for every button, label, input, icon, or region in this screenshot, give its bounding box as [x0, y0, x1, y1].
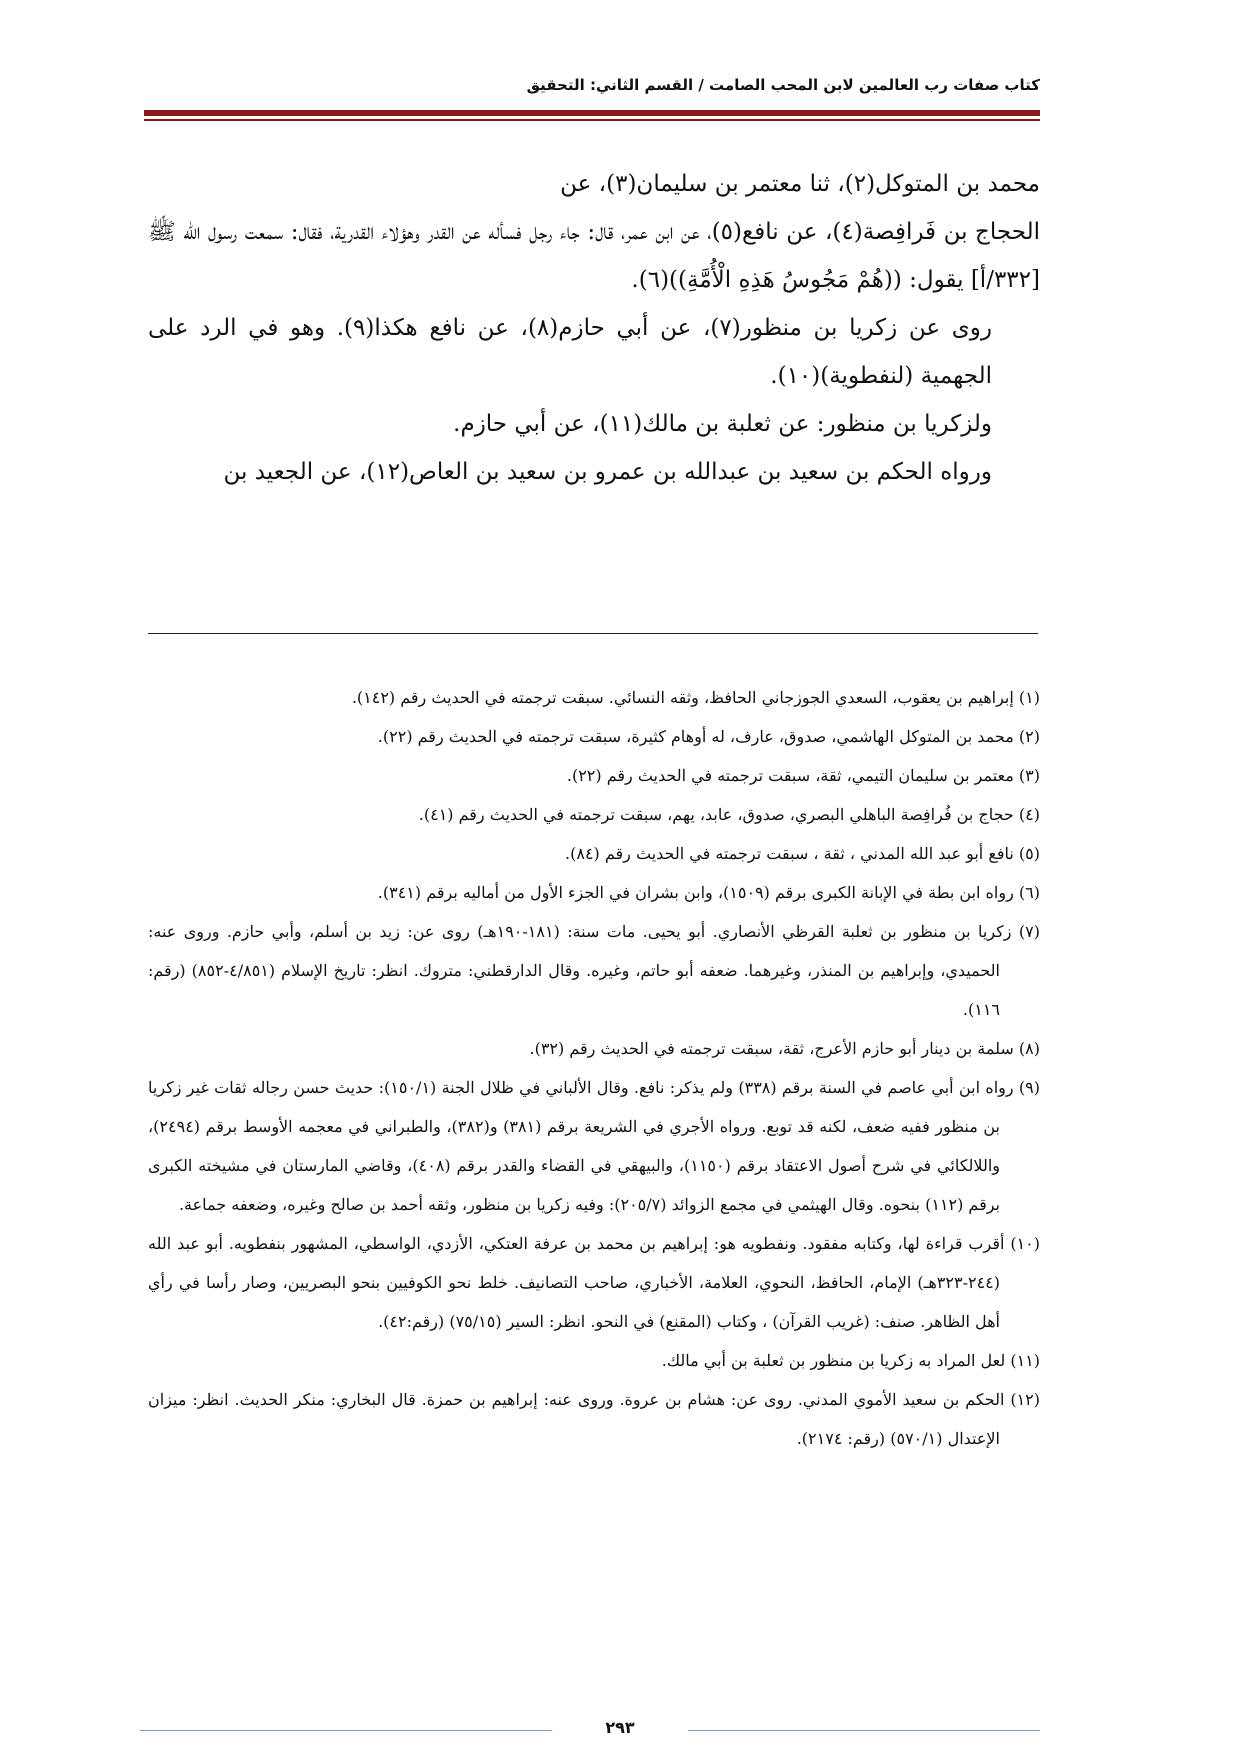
footnote: (١١) لعل المراد به زكريا بن منظور بن ثعلبة بن أبي مالك. [661, 1351, 1040, 1370]
body-line: محمد بن المتوكل(٢)، ثنا معتمر بن سليمان(٣)، عن [560, 171, 1040, 197]
footnote-separator [148, 633, 1038, 634]
footnote: (٧) زكريا بن منظور بن ثعلبة القرظي الأنصاري. أبو يحيى. مات سنة: (١٨١-١٩٠هـ) روى عن: زيد بن أسلم، وأبي حازم. وروى عنه: الحميدي، وإبراهيم بن المنذر، وغيرهما. ضعفه أبو حاتم، وغيره. وقال الدارقطني: متروك. انظر: تاريخ الإسلام (٤/٨٥١-٨٥٢) (رقم: ١١٦). [148, 922, 1040, 1019]
page-number: ٢٩٣ [605, 1718, 635, 1737]
footnotes [148, 678, 1040, 1458]
footnote: (٩) رواه ابن أبي عاصم في السنة برقم (٣٣٨) ولم يذكر: نافع. وقال الألباني في ظلال الجنة (١٥٠/١): حديث حسن رجاله ثقات غير زكريا بن منظور ففيه ضعف، لكنه قد توبع. ورواه الأجري في الشريعة برقم (٣٨١) و(٣٨٢)، والطبراني في معجمه الأوسط برقم (٢٤٩٤)، واللالكائي في شرح أصول الاعتقاد برقم (١١٥٠)، والبيهقي في القضاء والقدر برقم (٤٠٨)، وقاضي المارستان في مشيخته الكبرى برقم (١١٢) بنحوه. وقال الهيثمي في مجمع الزوائد (٢٠٥/٧): وفيه زكريا بن منظور، وثقه أحمد بن صالح وغيره، وضعفه جماعة. [148, 1078, 1041, 1214]
footnote: (٥) نافع أبو عبد الله المدني ، ثقة ، سبقت ترجمته في الحديث رقم (٨٤). [565, 844, 1040, 863]
main-text [148, 160, 1040, 496]
footnote: (٤) حجاج بن فُرافِصة الباهلي البصري، صدوق، عابد، يهم، سبقت ترجمته في الحديث رقم (٤١). [418, 805, 1040, 824]
body-line: روى عن زكريا بن منظور(٧)، عن أبي حازم(٨)، عن نافع هكذا(٩). وهو في الرد على الجهمية (لنفطوية)(١٠). [148, 315, 992, 389]
header-rule-thin [144, 119, 1040, 121]
footnote: (٨) سلمة بن دينار أبو حازم الأعرج، ثقة، سبقت ترجمته في الحديث رقم (٣٢). [529, 1039, 1040, 1058]
footnote: (٣) معتمر بن سليمان التيمي، ثقة، سبقت ترجمته في الحديث رقم (٢٢). [566, 766, 1040, 785]
footnote: (٢) محمد بن المتوكل الهاشمي، صدوق، عارف، له أوهام كثيرة، سبقت ترجمته في الحديث رقم (٢٢). [377, 727, 1040, 746]
running-header: كتاب صفات رب العالمين لابن المحب الصامت / القسم الثاني: التحقيق [526, 76, 1040, 94]
header-rule-thick [144, 110, 1040, 116]
body-line: ولزكريا بن منظور: عن ثعلبة بن مالك(١١)، عن أبي حازم. [453, 411, 992, 437]
footnote: (١) إبراهيم بن يعقوب، السعدي الجوزجاني الحافظ، وثقه النسائي. سبقت ترجمته في الحديث رقم (١٤٢). [351, 688, 1040, 707]
body-line: ورواه الحكم بن سعيد بن عبدالله بن عمرو بن سعيد بن العاص(١٢)، عن الجعيد بن [223, 459, 992, 485]
page-number-rule-right [688, 1730, 1040, 1731]
body-line: الحجاج بن فَرافِصة(٤)، عن نافع(٥)، عن ابن عمر، قال: جاء رجل فسأله عن القدر وهؤلاء القدرية، فقال: سمعت رسول الله ﷺ [٣٣٢/أ] يقول: ((هُمْ مَجُوسُ هَذِهِ الْأُمَّةِ))(٦). [148, 219, 1041, 293]
footnote: (٦) رواه ابن بطة في الإبانة الكبرى برقم (١٥٠٩)، وابن بشران في الجزء الأول من أماليه برقم (٣٤١). [377, 883, 1040, 902]
footnote: (١٠) أقرب قراءة لها، وكتابه مفقود. ونفطويه هو: إبراهيم بن محمد بن عرفة العتكي، الأزدي، الواسطي، المشهور بنفطويه. أبو عبد الله (٢٤٤-٣٢٣هـ) الإمام، الحافظ، النحوي، العلامة، الأخباري، صاحب التصانيف. خلط نحو الكوفيين بنحو البصريين، وصار رأسا في رأي أهل الظاهر. صنف: (غريب القرآن) ، وكتاب (المقنع) في النحو. انظر: السير (٧٥/١٥) (رقم:٤٢). [148, 1234, 1040, 1331]
footnote: (١٢) الحكم بن سعيد الأموي المدني. روى عن: هشام بن عروة. وروى عنه: إبراهيم بن حمزة. قال البخاري: منكر الحديث. انظر: ميزان الإعتدال (٥٧٠/١) (رقم: ٢١٧٤). [148, 1390, 1041, 1448]
